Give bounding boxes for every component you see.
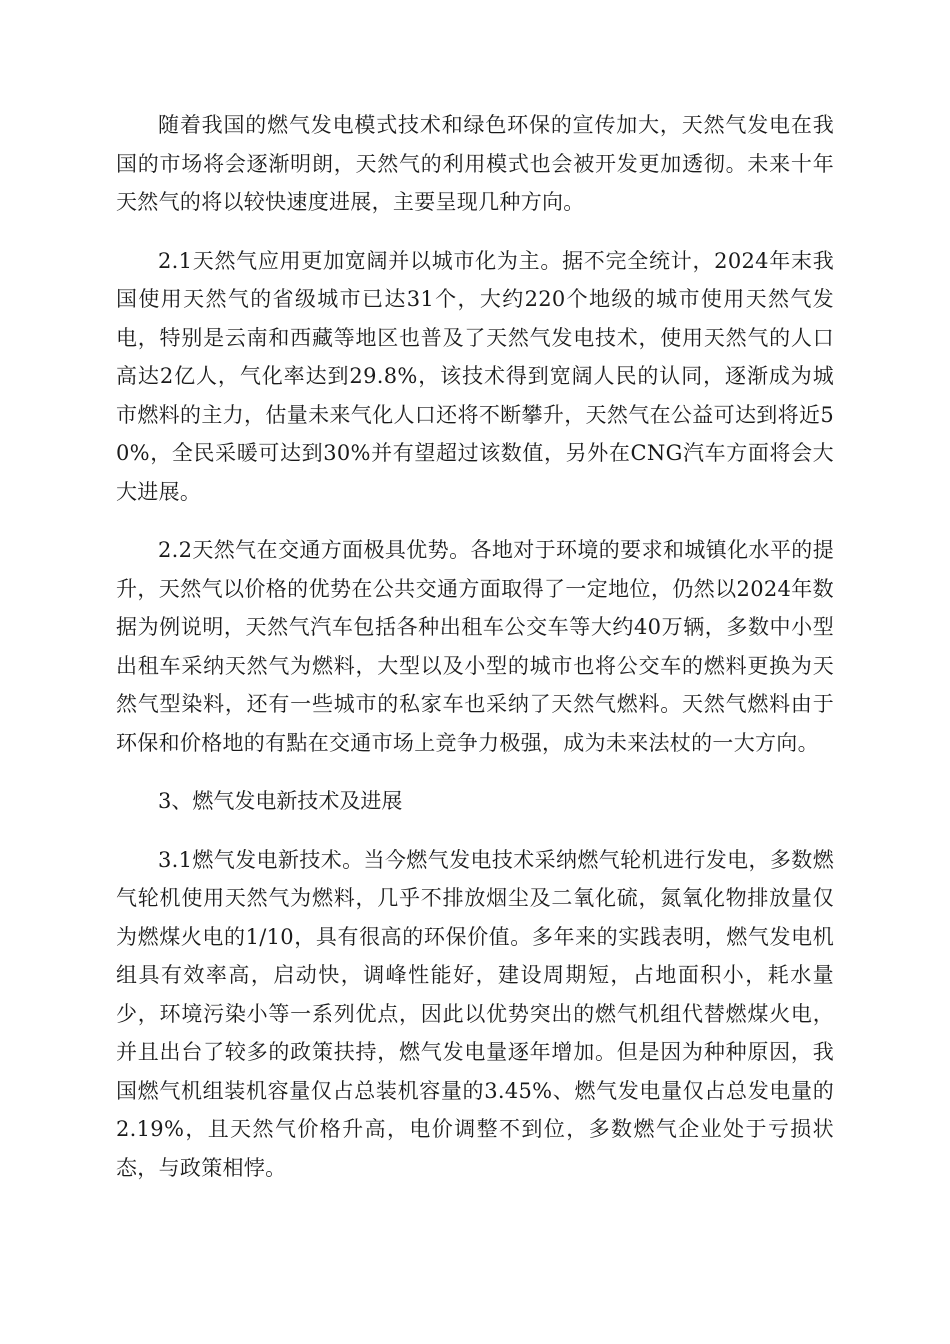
paragraph-section-3-1: 3.1燃气发电新技术。当今燃气发电技术采纳燃气轮机进行发电，多数燃气轮机使用天然气为燃料，几乎不排放烟尘及二氧化硫，氮氧化物排放量仅为燃煤火电的1/10，具有很高的环保价值。多年来的实践表明，燃气发电机组具有效率高，启动快，调峰性能好，建设周期短，占地面积小，耗水量少，环境污染小等一系列优点，因此以优势突出的燃气机组代替燃煤火电，并且出台了较多的政策扶持，燃气发电量逐年增加。但是因为种种原因，我国燃气机组装机容量仅占总装机容量的3.45%、燃气发电量仅占总发电量的2.19%，且天然气价格升高，电价调整不到位，多数燃气企业处于亏损状态，与政策相悖。: [116, 847, 834, 1180]
section-heading-3: 3、燃气发电新技术及进展: [158, 789, 403, 813]
document-page: [116, 106, 834, 1207]
paragraph-section-2-2: 2.2天然气在交通方面极具优势。各地对于环境的要求和城镇化水平的提升，天然气以价格的优势在公共交通方面取得了一定地位，仍然以2024年数据为例说明，天然气汽车包括各种出租车公交车等大约40万辆，多数中小型出租车采纳天然气为燃料，大型以及小型的城市也将公交车的燃料更换为天然气型染料，还有一些城市的私家车也采纳了天然气燃料。天然气燃料由于环保和价格地的有點在交通市场上竞争力极强，成为未来法杖的一大方向。: [116, 538, 834, 755]
paragraph-intro: 随着我国的燃气发电模式技术和绿色环保的宣传加大，天然气发电在我国的市场将会逐渐明朗，天然气的利用模式也会被开发更加透彻。未来十年天然气的将以较快速度进展，主要呈现几种方向。: [116, 113, 834, 214]
paragraph-section-2-1: 2.1天然气应用更加宽阔并以城市化为主。据不完全统计，2024年末我国使用天然气的省级城市已达31个，大约220个地级的城市使用天然气发电，特别是云南和西藏等地区也普及了天然气发电技术，使用天然气的人口高达2亿人，气化率达到29.8%，该技术得到宽阔人民的认同，逐渐成为城市燃料的主力，估量未来气化人口还将不断攀升，天然气在公益可达到将近50%，全民采暖可达到30%并有望超过该数值，另外在CNG汽车方面将会大大进展。: [116, 248, 834, 504]
